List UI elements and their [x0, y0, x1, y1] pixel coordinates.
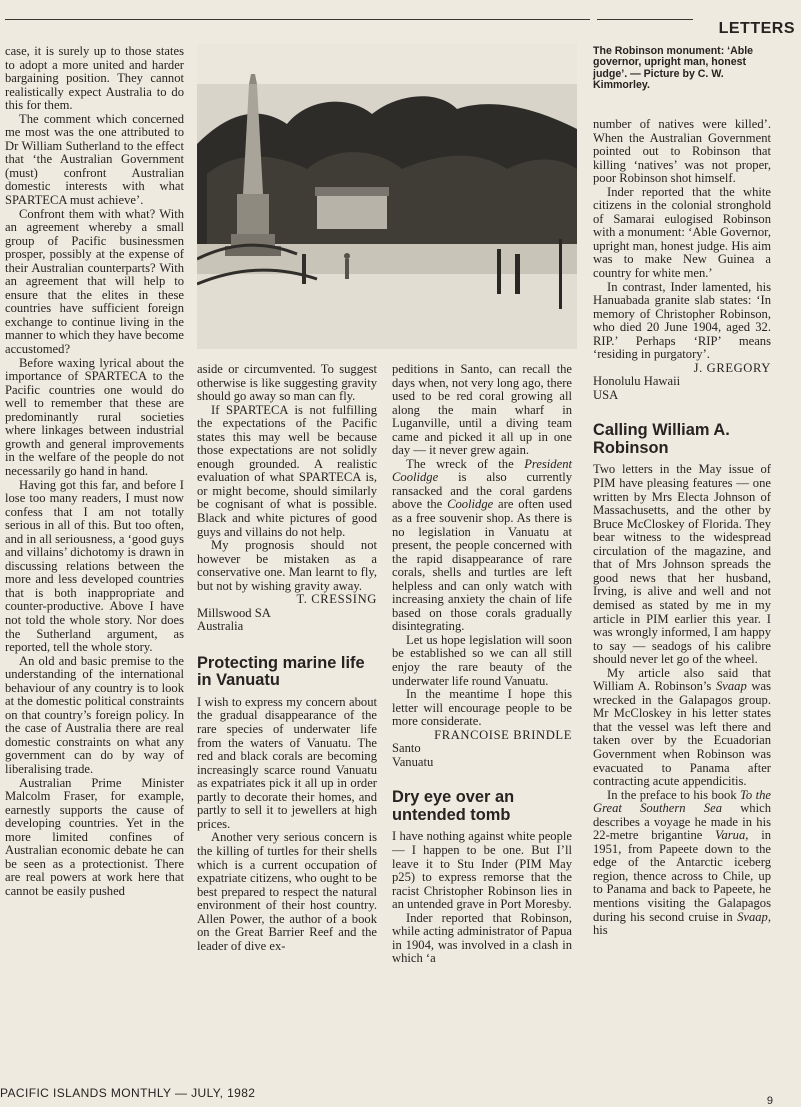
paragraph: The wreck of the President Coolidge is also currently ransacked and the coral gardens above the Coolidge are often used as a free souvenir shop. As there is no legislation in Vanuatu at present, the people concerned with the rapid disappearance of rare corals, shells and turtles are left helpless and can only watch with increasing anxiety the chain of life based on those corals gradually disintegrating.	[392, 456, 572, 634]
paragraph: The comment which concerned me most was the one attributed to Dr William Sutherland to the effect that ‘the Australian Government (must) confront Australian domestic interests with what SPARTECA must achieve’.	[5, 111, 184, 208]
paragraph: Australian Prime Minister Malcolm Fraser, for example, earnestly supports the cause of developing countries. Yet in the more limited confines of Australian economic debate he can be seen as a protectionist. There are real powers at work here that cannot be easily pushed	[5, 775, 184, 898]
section-heading: LETTERS	[718, 20, 795, 37]
letter4-title: Calling William A. Robinson	[593, 421, 730, 457]
paragraph: number of natives were killed’. When the Australian Government pointed out to Robinson that killing ‘natives’ was not proper, poor Robinson shot himself.	[593, 117, 771, 186]
letter4-col4	[593, 463, 771, 937]
paragraph: In contrast, Inder lamented, his Hanuabada granite slab states: ‘In memory of Christopher Robinson, who died 20 June 1904, aged 32. RIP.’ Perhaps ‘RIP’ means ‘residing in purgatory’.	[593, 279, 771, 362]
paragraph: case, it is surely up to those states to adopt a more united and harder bargaining position. They cannot realistically expect Australia to do this for them.	[5, 44, 184, 113]
letter3-title: Dry eye over an untended tomb	[392, 788, 515, 824]
letter3-col4	[593, 118, 771, 362]
header-rule	[5, 19, 590, 20]
letter1-col2	[197, 363, 377, 593]
header-rule	[597, 19, 693, 20]
letter3-location-2: USA	[593, 387, 619, 402]
letter2-location-1: Santo	[392, 741, 421, 756]
paragraph: In the preface to his book To the Great Southern Sea which describes a voyage he made in his 22-metre brigantine Varua, in 1951, from Papeete down to the edge of the Antarctic iceberg region, thence across to Chile, up to Panama and back to Papeete, he mentions visiting the Galapagos during his second cruise in Svaap, his	[593, 787, 772, 938]
page-footer: PACIFIC ISLANDS MONTHLY — JULY, 1982	[0, 1086, 256, 1100]
paragraph: If SPARTECA is not fulfilling the expectations of the Pacific states this may well be because those expectations are not solidly enough grounded. A realistic evaluation of what SPARTECA is, or might become, should similarly be cognisant of what is possible. Black and white pictures of good guys and villains do not help.	[197, 402, 377, 539]
paragraph: I wish to express my concern about the gradual disappearance of the rare species of underwater life from the waters of Vanuatu. The red and black corals are becoming increasingly scarce round Vanuatu as expatriates pick it all up in order partly to decorate their homes, and partly to sell it to jewellers at high prices.	[197, 694, 377, 831]
paragraph: peditions in Santo, can recall the days when, not very long ago, there used to be red coral growing all along the main wharf in Luganville, until a diving team came and picked it all up in one day — it never grew again.	[392, 362, 572, 458]
paragraph: Having got this far, and before I lose too many readers, I must now confess that I am not totally serious in all of this. But too often, and in all seriousness, a ‘good guys and villains’ dichotomy is drawn in discussing relations between the more and less developed countries that is both inappropriate and counter-productive. Above I have not told the whole story. Nor does the Sutherland argument, as reported, tell the whole story.	[5, 477, 184, 655]
letter3-signature: J. GREGORY	[693, 360, 771, 375]
column-4	[593, 118, 771, 938]
letter1-location-2: Australia	[197, 619, 244, 634]
letter2-title: Protecting marine life in Vanuatu	[197, 653, 365, 690]
paragraph: My prognosis should not however be mistaken as a conservative one. Man learnt to fly, but not by wishing gravity away.	[197, 538, 377, 593]
letter1-location-1: Millswood SA	[197, 605, 271, 620]
paragraph: In the meantime I hope this letter will encourage people to be more considerate.	[392, 687, 572, 729]
photo-caption: The Robinson monument: ‘Able governor, upright man, honest judge’. — Picture by C. W. Kimmorley.	[593, 45, 754, 92]
column-2	[197, 363, 377, 953]
column-1	[5, 45, 184, 898]
column-3	[392, 363, 572, 966]
paragraph: Another very serious concern is the killing of turtles for their shells which is a current occupation of expatriate citizens, who ought to be best prepared to respect the natural environment of their host country. Allen Power, the author of a book on the Great Barrier Reef and the leader of dive ex-	[197, 830, 377, 953]
paragraph: Two letters in the May issue of PIM have pleasing features — one written by Mrs Electa Johnson of Massachusetts, and the other by Bruce McCloskey of Florida. They bear witness to the widespread circulation of the magazine, and that of Mrs Johnson spreads the good news that her husband, Irving, is alive and well and not demised as stated by me in my article in PIM earlier this year. I was wrongly informed, I am happy to say — seadogs of his calibre should never let go of the wheel.	[593, 462, 771, 667]
monument-photo	[197, 44, 577, 349]
letter2-location-2: Vanuatu	[392, 754, 434, 769]
paragraph: Inder reported that the white citizens in the colonial stronghold of Samarai eulogised Robinson with a monument: ‘Able Governor, upright man, honest judge. His aim was to make New Guinea a country for white men.’	[593, 184, 771, 281]
letter3-col3	[392, 830, 572, 965]
paragraph: Before waxing lyrical about the importance of SPARTECA to the Pacific countries one would do well to remember that these are predominantly rural societies where linkages between industrial growth and general improvements in the welfare of the people do not necessarily go hand in hand.	[5, 355, 184, 478]
letter1-col1	[5, 45, 184, 898]
letter2-col3	[392, 363, 572, 729]
monument-photo-image	[197, 44, 577, 349]
paragraph: Confront them with what? With an agreement whereby a small group of Pacific businessmen prosper, possibly at the expense of their Australian counterparts? With an agreement that will help to ensure that the elites in these countries have sufficient foreign exchange to continue living in the manner to which they have become accustomed?	[5, 206, 184, 357]
letter3-location-1: Honolulu Hawaii	[593, 374, 681, 389]
letter1-signature: T. CRESSING	[296, 592, 377, 607]
page-number: 9	[766, 1095, 773, 1107]
paragraph: An old and basic premise to the understanding of the international behaviour of any country is to look at the domestic political constraints on that country’s foreign policy. In the case of Australia there are real domestic constraints on what any government can do by way of liberalising trade.	[5, 653, 184, 776]
paragraph: aside or circumvented. To suggest otherwise is like suggesting gravity should go away so man can fly.	[197, 362, 377, 404]
paragraph: Let us hope legislation will soon be established so we can all still enjoy the rare beauty of the underwater life round Vanuatu.	[392, 632, 572, 688]
letter2-signature: FRANCOISE BRINDLE	[434, 727, 572, 742]
letter2-col2	[197, 696, 377, 953]
paragraph: I have nothing against white people — I happen to be one. But I’ll leave it to Stu Inder (PIM May p25) to express remorse that the racist Christopher Robinson lies in an untended grave in Port Moresby.	[392, 829, 572, 912]
paragraph: Inder reported that Robinson, while acting administrator of Papua in 1904, was involved in a clash in which ‘a	[392, 910, 572, 966]
paragraph: My article also said that William A. Robinson’s Svaap was wrecked in the Galapagos group. Mr McCloskey in his letter states that the vessel was left there and taken over by the Ecuadorian Government when Robinson was evacuated to Panama after contracting acute appendicitis.	[593, 665, 771, 789]
